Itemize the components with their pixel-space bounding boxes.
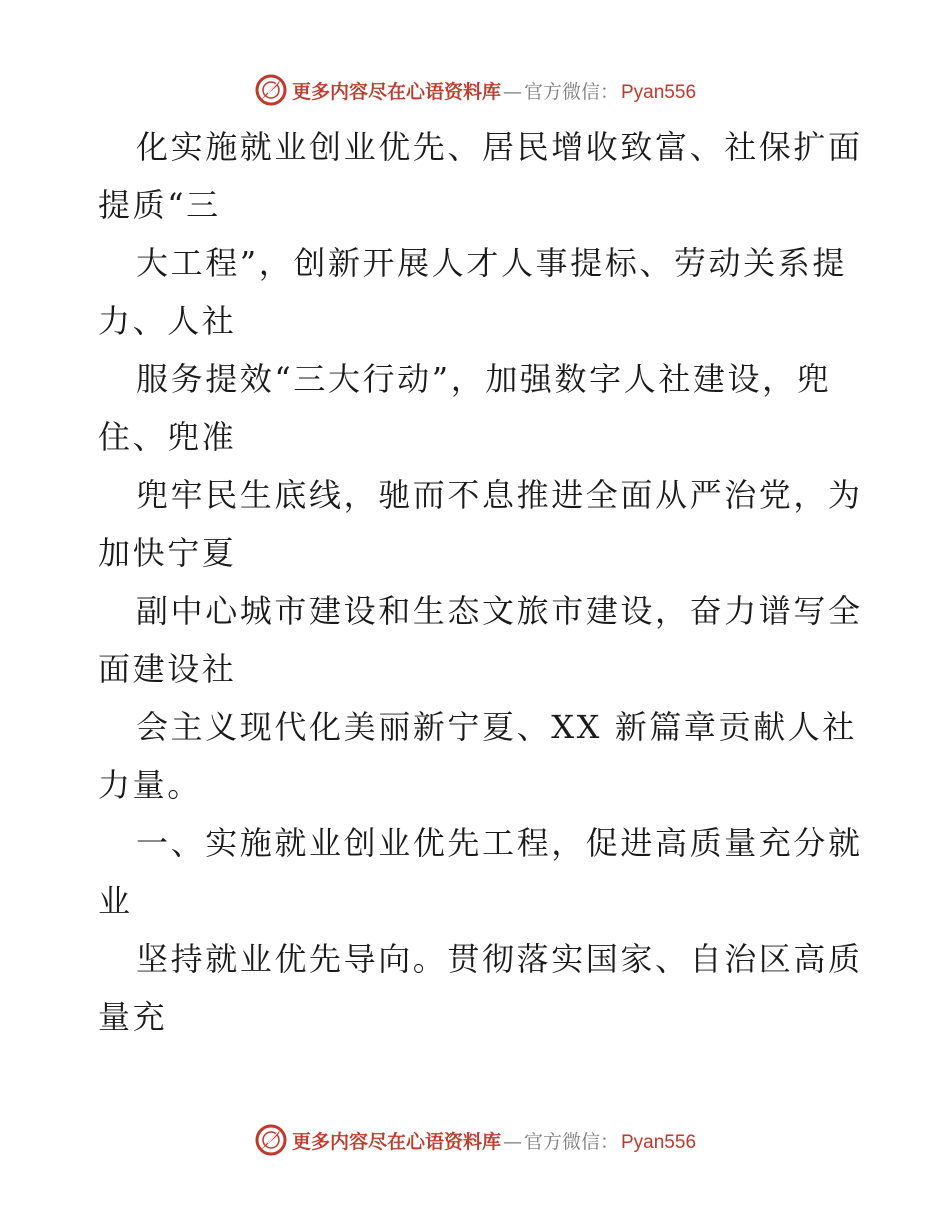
body-line: 力、人社 (98, 302, 237, 340)
header-banner (0, 70, 950, 110)
body-line: 加快宁夏 (98, 534, 237, 572)
section-heading-line: 业 (98, 882, 133, 920)
body-line: 住、兜准 (98, 418, 237, 456)
quill-seal-icon (254, 1123, 288, 1157)
banner-text (292, 77, 696, 104)
body-line: 服务提效“三大行动”，加强数字人社建设，兜 (136, 360, 832, 398)
body-line: 会主义现代化美丽新宁夏、XX 新篇章贡献人社 (136, 708, 857, 746)
quill-seal-icon (254, 73, 288, 107)
banner-dash: — (502, 80, 522, 103)
banner-dash: — (502, 1130, 522, 1153)
body-line: 副中心城市建设和生态文旅市建设，奋力谱写全 (136, 592, 863, 630)
banner-main-text: 更多内容尽在心语资料库 (291, 1130, 501, 1153)
body-line: 大工程”，创新开展人才人事提标、劳动关系提 (136, 244, 847, 282)
body-line: 量充 (98, 998, 168, 1036)
banner-wechat-id: Pyan556 (621, 1131, 697, 1153)
banner-wechat-id: Pyan556 (621, 81, 697, 103)
banner-sub-text: 官方微信： (523, 80, 619, 103)
footer-banner (0, 1120, 950, 1160)
banner-main-text: 更多内容尽在心语资料库 (291, 80, 501, 103)
body-line: 面建设社 (98, 650, 237, 688)
body-line: 力量。 (98, 766, 202, 804)
banner-text (292, 1127, 696, 1154)
body-line: 化实施就业创业优先、居民增收致富、社保扩面 (136, 128, 863, 166)
section-heading-line: 一、实施就业创业优先工程，促进高质量充分就 (136, 824, 863, 862)
body-line: 提质“三 (98, 186, 221, 224)
body-line: 坚持就业优先导向。贯彻落实国家、自治区高质 (136, 940, 863, 978)
document-body (98, 118, 868, 1046)
banner-sub-text: 官方微信： (523, 1130, 619, 1153)
body-line: 兜牢民生底线，驰而不息推进全面从严治党，为 (136, 476, 863, 514)
